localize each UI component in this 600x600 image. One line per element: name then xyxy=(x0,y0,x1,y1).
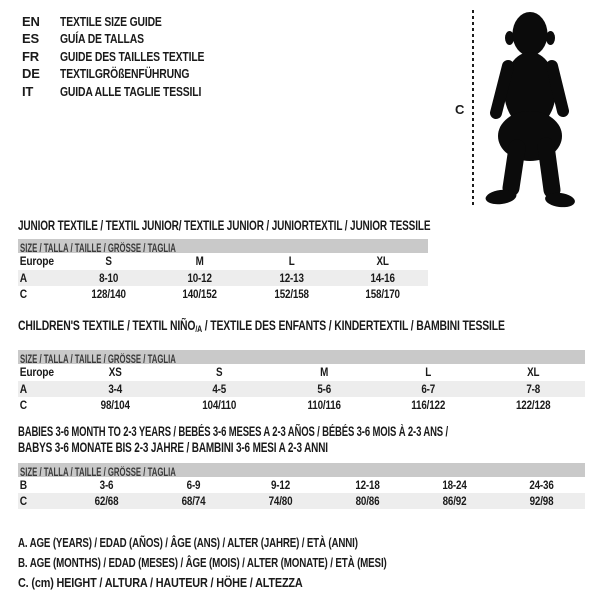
size-column-header: L xyxy=(425,365,432,379)
size-header-bar xyxy=(18,350,585,364)
legend-note: A. AGE (YEARS) / EDAD (AÑOS) / ÂGE (ANS) / ALTER (JAHRE) / ETÀ (ANNI) xyxy=(18,535,358,550)
section-title-line xyxy=(18,440,328,456)
language-title: TEXTILGRÖßENFÜHRUNG xyxy=(60,66,190,82)
baby-silhouette-icon xyxy=(480,8,580,208)
value-cell: 74/80 xyxy=(268,494,293,508)
row-label: C xyxy=(19,397,27,412)
value-cell: 116/122 xyxy=(411,397,446,412)
size-header-bar-label: SIZE / TALLA / TAILLE / GRÖSSE / TAGLIA xyxy=(20,353,176,366)
value-cell: 14-16 xyxy=(370,270,395,285)
section-title-line xyxy=(18,218,430,234)
column-header-row xyxy=(18,253,428,270)
language-row xyxy=(22,65,240,82)
value-cell: 12-13 xyxy=(278,270,304,285)
value-cell: 6-9 xyxy=(186,478,201,492)
row-label: C xyxy=(19,494,27,508)
value-cell: 10-12 xyxy=(187,270,213,285)
value-cell: 80/86 xyxy=(355,494,380,508)
language-code: IT xyxy=(22,83,34,99)
table-row xyxy=(18,397,585,413)
value-cell: 152/158 xyxy=(273,286,309,301)
value-cell: 104/110 xyxy=(202,397,237,412)
size-header-bar-label: SIZE / TALLA / TAILLE / GRÖSSE / TAGLIA xyxy=(20,242,176,255)
value-cell: 9-12 xyxy=(270,478,291,492)
section-title-part: /A xyxy=(195,324,203,334)
value-cell: 110/116 xyxy=(307,397,341,412)
language-title: GUIDE DES TAILLES TEXTILE xyxy=(60,48,205,64)
value-cell: 140/152 xyxy=(182,286,218,301)
section-title-part: BABIES 3-6 MONTH TO 2-3 YEARS / BEBÉS 3-6 MESES A 2-3 AÑOS / BÉBÉS 3-6 MOIS À 2-3 ANS / xyxy=(18,424,448,439)
row-label: C xyxy=(19,286,27,301)
value-cell: 6-7 xyxy=(421,381,436,396)
language-row xyxy=(22,13,240,30)
section-title xyxy=(18,218,431,234)
size-column-header: XL xyxy=(376,254,389,268)
value-cell: 12-18 xyxy=(355,478,380,492)
value-cell: 7-8 xyxy=(525,381,540,396)
value-cell: 18-24 xyxy=(442,478,467,492)
section-junior xyxy=(18,218,431,302)
table-row xyxy=(18,270,428,286)
height-measure-label: C xyxy=(455,102,465,117)
value-cell: 5-6 xyxy=(317,381,331,396)
value-cell: 122/128 xyxy=(515,397,551,412)
table-row xyxy=(18,477,585,493)
legend-note: C. (cm) HEIGHT / ALTURA / HAUTEUR / HÖHE / ALTEZZA xyxy=(18,575,303,590)
language-row xyxy=(22,30,240,47)
size-column-header: XL xyxy=(526,365,539,379)
value-cell: 3-4 xyxy=(108,381,123,396)
language-title-list xyxy=(22,13,240,100)
language-code: ES xyxy=(22,31,39,47)
section-title xyxy=(18,318,585,338)
size-header-bar-label: SIZE / TALLA / TAILLE / GRÖSSE / TAGLIA xyxy=(20,467,176,479)
size-column-header: XS xyxy=(108,365,122,379)
section-children xyxy=(18,318,585,413)
language-row xyxy=(22,48,240,65)
section-title-part: CHILDREN'S TEXTILE / TEXTIL NIÑO xyxy=(18,318,196,333)
section-babies xyxy=(18,424,585,509)
size-column-header: S xyxy=(216,365,223,379)
section-title-line xyxy=(18,424,448,440)
value-cell: 3-6 xyxy=(99,478,114,492)
value-cell: 92/98 xyxy=(529,494,554,508)
value-cell: 8-10 xyxy=(99,270,119,285)
size-header-bar xyxy=(18,239,428,253)
section-title xyxy=(18,424,585,455)
language-code: DE xyxy=(22,66,40,82)
value-cell: 158/170 xyxy=(365,286,400,301)
row-label: Europe xyxy=(19,365,54,379)
size-column-header: S xyxy=(105,254,112,268)
table-row xyxy=(18,381,585,397)
language-title: GUÍA DE TALLAS xyxy=(60,31,144,47)
height-measure-line xyxy=(472,10,474,206)
value-cell: 4-5 xyxy=(212,381,227,396)
size-column-header: M xyxy=(319,365,329,379)
language-title: GUIDA ALLE TAGLIE TESSILI xyxy=(60,83,202,99)
language-code: EN xyxy=(22,14,40,29)
legend-notes xyxy=(18,533,508,593)
value-cell: 62/68 xyxy=(94,494,119,508)
row-label: Europe xyxy=(19,254,54,268)
value-cell: 24-36 xyxy=(529,478,554,492)
value-cell: 68/74 xyxy=(181,494,206,508)
table-row xyxy=(18,286,428,302)
size-column-header: L xyxy=(288,254,295,268)
section-title-part: BABYS 3-6 MONATE BIS 2-3 JAHRE / BAMBINI 3-6 MESI A 2-3 ANNI xyxy=(18,439,328,455)
baby-silhouette xyxy=(480,8,580,208)
row-label: B xyxy=(19,478,27,492)
legend-note: B. AGE (MONTHS) / EDAD (MESES) / ÂGE (MOIS) / ALTER (MONATE) / ETÀ (MESI) xyxy=(18,555,387,570)
language-title: TEXTILE SIZE GUIDE xyxy=(60,14,162,29)
value-cell: 128/140 xyxy=(91,286,126,301)
size-column-header: M xyxy=(195,254,204,268)
section-title-part: / TEXTILE DES ENFANTS / KINDERTEXTIL / BAMBINI TESSILE xyxy=(202,318,505,333)
row-label: A xyxy=(19,270,27,285)
value-cell: 86/92 xyxy=(442,494,467,508)
section-title-part: JUNIOR TEXTILE / TEXTIL JUNIOR/ TEXTILE JUNIOR / JUNIORTEXTIL / JUNIOR TESSILE xyxy=(18,218,431,233)
column-header-row xyxy=(18,364,585,381)
table-row xyxy=(18,493,585,509)
language-code: FR xyxy=(22,48,39,64)
section-title-line xyxy=(18,318,505,338)
size-header-bar xyxy=(18,463,585,477)
value-cell: 98/104 xyxy=(100,397,130,412)
row-label: A xyxy=(19,381,27,396)
language-row xyxy=(22,83,240,100)
